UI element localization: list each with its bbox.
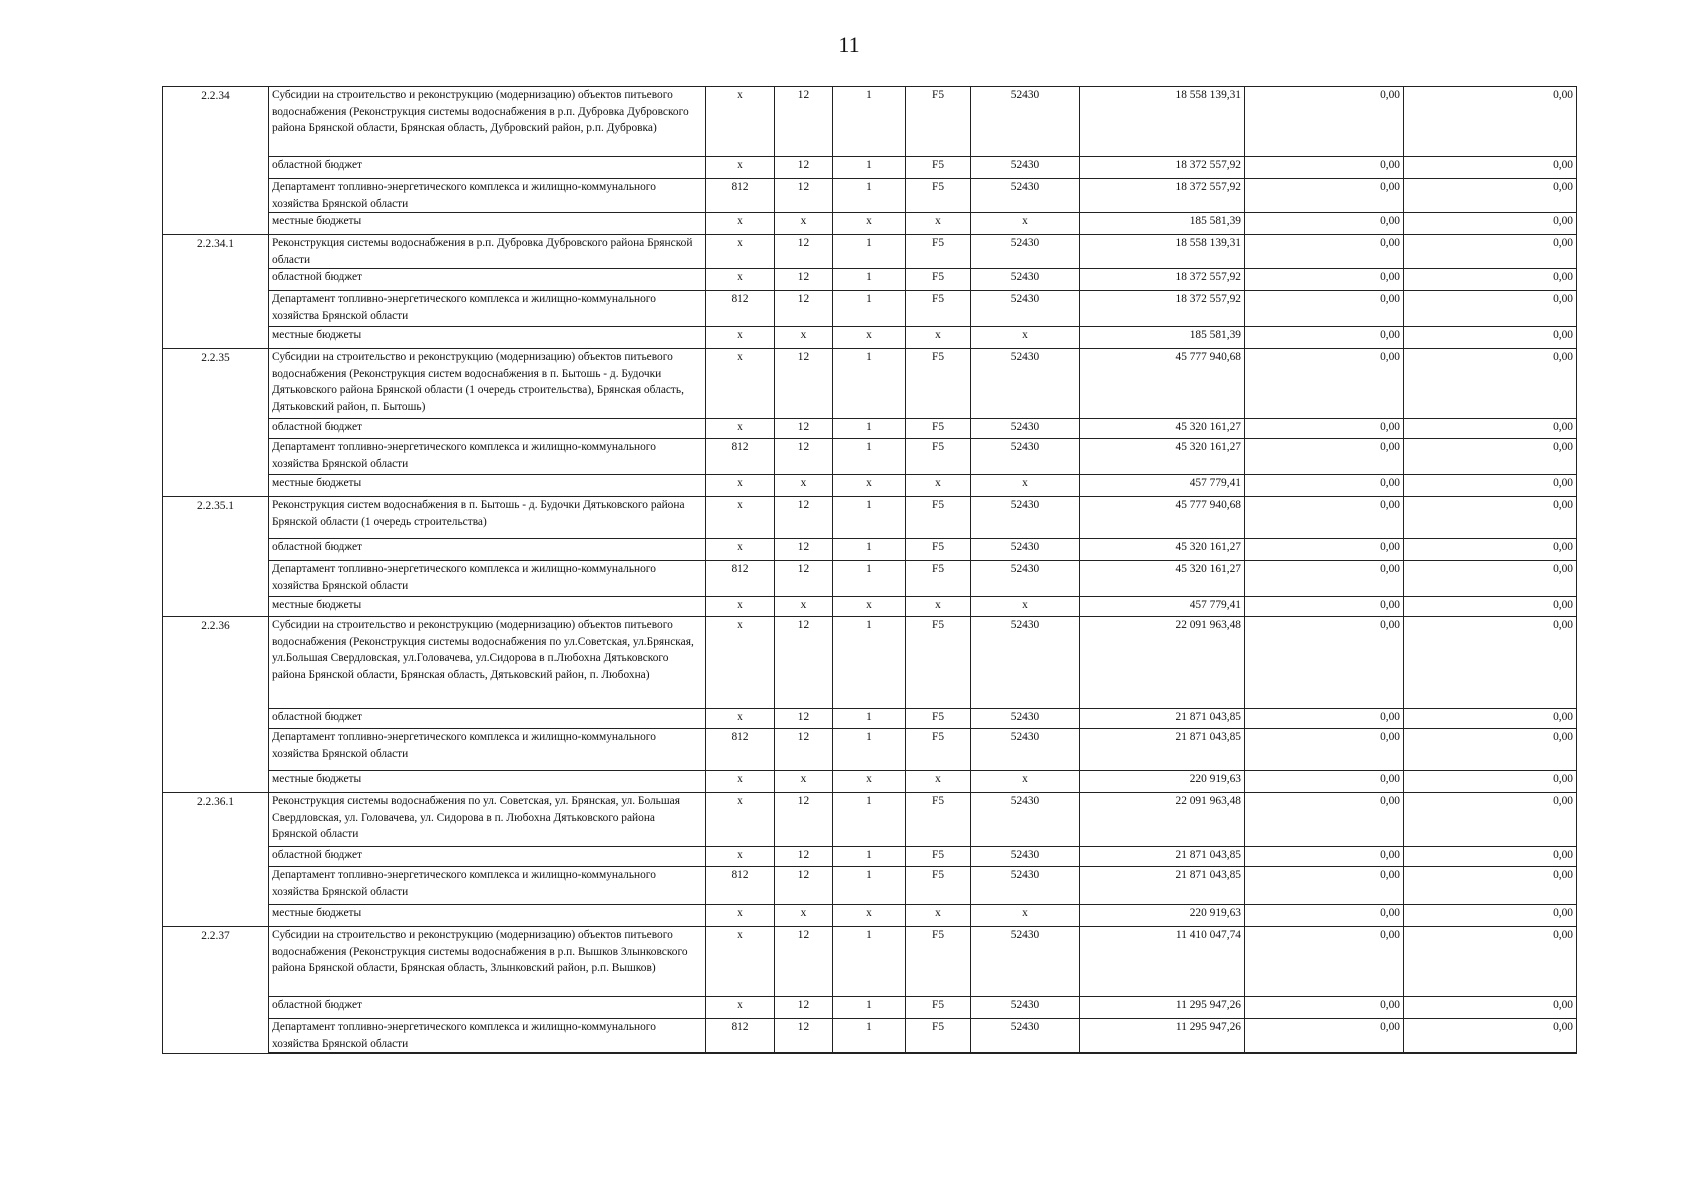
- item-description: областной бюджет: [269, 157, 706, 179]
- cell-c4: F5: [906, 439, 971, 475]
- table-row: [163, 709, 1577, 729]
- cell-c5: 52430: [971, 87, 1080, 157]
- cell-v3: 0,00: [1404, 997, 1577, 1019]
- item-description: местные бюджеты: [269, 327, 706, 349]
- cell-v2: 0,00: [1245, 419, 1404, 439]
- item-description: Департамент топливно-энергетического комплекса и жилищно-коммунального хозяйства Брянской области: [269, 561, 706, 597]
- cell-c1: 812: [706, 179, 775, 213]
- item-description: областной бюджет: [269, 419, 706, 439]
- table-row: [163, 997, 1577, 1019]
- cell-v3: 0,00: [1404, 439, 1577, 475]
- item-description: Департамент топливно-энергетического комплекса и жилищно-коммунального хозяйства Брянской области: [269, 439, 706, 475]
- item-number: 2.2.36.1: [163, 793, 269, 927]
- table-row: [163, 235, 1577, 269]
- cell-c1: x: [706, 213, 775, 235]
- cell-c2: 12: [775, 997, 833, 1019]
- cell-c5: 52430: [971, 997, 1080, 1019]
- cell-c5: 52430: [971, 729, 1080, 771]
- cell-v1: 18 372 557,92: [1080, 157, 1245, 179]
- cell-v1: 220 919,63: [1080, 905, 1245, 927]
- cell-c3: x: [833, 213, 906, 235]
- cell-c5: x: [971, 771, 1080, 793]
- cell-c1: 812: [706, 439, 775, 475]
- cell-c1: x: [706, 87, 775, 157]
- cell-v1: 22 091 963,48: [1080, 793, 1245, 847]
- cell-c2: 12: [775, 617, 833, 709]
- item-description: местные бюджеты: [269, 475, 706, 497]
- cell-v3: 0,00: [1404, 847, 1577, 867]
- item-description: Субсидии на строительство и реконструкцию (модернизацию) объектов питьевого водоснабжения (Реконструкция системы водоснабжения по ул.Советская, ул.Брянская, ул.Большая Свердловская, ул.Головачева, ул.Сидорова в п.Любохна Дятьковского района Брянской области, Брянская область, Дятьковский район, п. Любохна): [269, 617, 706, 709]
- cell-v2: 0,00: [1245, 771, 1404, 793]
- cell-v1: 21 871 043,85: [1080, 847, 1245, 867]
- cell-c1: x: [706, 235, 775, 269]
- table-row: [163, 87, 1577, 157]
- cell-c3: 1: [833, 927, 906, 997]
- cell-c2: x: [775, 597, 833, 617]
- cell-c3: 1: [833, 729, 906, 771]
- cell-v2: 0,00: [1245, 793, 1404, 847]
- cell-v3: 0,00: [1404, 235, 1577, 269]
- cell-c1: x: [706, 269, 775, 291]
- cell-v3: 0,00: [1404, 419, 1577, 439]
- cell-c5: x: [971, 213, 1080, 235]
- table-row: [163, 793, 1577, 847]
- cell-c1: x: [706, 905, 775, 927]
- table-row: [163, 729, 1577, 771]
- cell-c3: 1: [833, 497, 906, 539]
- table-row: [163, 157, 1577, 179]
- cell-c4: F5: [906, 497, 971, 539]
- cell-v3: 0,00: [1404, 1019, 1577, 1054]
- table-row: [163, 291, 1577, 327]
- cell-v1: 22 091 963,48: [1080, 617, 1245, 709]
- cell-v3: 0,00: [1404, 867, 1577, 905]
- item-description: областной бюджет: [269, 997, 706, 1019]
- cell-v1: 18 558 139,31: [1080, 235, 1245, 269]
- cell-c4: F5: [906, 235, 971, 269]
- cell-c2: 12: [775, 157, 833, 179]
- cell-c1: x: [706, 497, 775, 539]
- cell-v2: 0,00: [1245, 729, 1404, 771]
- cell-c2: 12: [775, 729, 833, 771]
- cell-v3: 0,00: [1404, 561, 1577, 597]
- cell-v1: 185 581,39: [1080, 213, 1245, 235]
- cell-c3: 1: [833, 617, 906, 709]
- cell-c4: x: [906, 475, 971, 497]
- cell-c5: x: [971, 475, 1080, 497]
- item-number: 2.2.36: [163, 617, 269, 793]
- cell-c3: 1: [833, 419, 906, 439]
- cell-v3: 0,00: [1404, 597, 1577, 617]
- item-description: местные бюджеты: [269, 771, 706, 793]
- cell-v2: 0,00: [1245, 709, 1404, 729]
- cell-c2: 12: [775, 793, 833, 847]
- cell-c1: x: [706, 157, 775, 179]
- cell-c2: 12: [775, 179, 833, 213]
- cell-c2: 12: [775, 847, 833, 867]
- table-row: [163, 539, 1577, 561]
- cell-c1: x: [706, 709, 775, 729]
- item-description: Реконструкция системы водоснабжения в р.п. Дубровка Дубровского района Брянской области: [269, 235, 706, 269]
- cell-c1: x: [706, 327, 775, 349]
- cell-v3: 0,00: [1404, 793, 1577, 847]
- table-row: [163, 771, 1577, 793]
- table-row: [163, 497, 1577, 539]
- cell-c1: x: [706, 847, 775, 867]
- item-number: 2.2.34.1: [163, 235, 269, 349]
- cell-c5: 52430: [971, 561, 1080, 597]
- cell-c5: x: [971, 905, 1080, 927]
- cell-v1: 21 871 043,85: [1080, 709, 1245, 729]
- cell-c5: 52430: [971, 291, 1080, 327]
- cell-v2: 0,00: [1245, 561, 1404, 597]
- table-row: [163, 269, 1577, 291]
- cell-v2: 0,00: [1245, 475, 1404, 497]
- item-description: областной бюджет: [269, 269, 706, 291]
- cell-c1: 812: [706, 561, 775, 597]
- cell-v1: 457 779,41: [1080, 475, 1245, 497]
- item-description: Субсидии на строительство и реконструкцию (модернизацию) объектов питьевого водоснабжения (Реконструкция системы водоснабжения в р.п. Вышков Злынковского района Брянской области, Брянская область, Злынковский район, р.п. Вышков): [269, 927, 706, 997]
- cell-c2: 12: [775, 539, 833, 561]
- cell-c3: 1: [833, 439, 906, 475]
- item-description: Субсидии на строительство и реконструкцию (модернизацию) объектов питьевого водоснабжения (Реконструкция системы водоснабжения в р.п. Дубровка Дубровского района Брянской области, Брянская область, Дубровский район, р.п. Дубровка): [269, 87, 706, 157]
- cell-v1: 45 320 161,27: [1080, 439, 1245, 475]
- cell-v2: 0,00: [1245, 235, 1404, 269]
- cell-v2: 0,00: [1245, 327, 1404, 349]
- cell-c3: 1: [833, 1019, 906, 1054]
- cell-c2: x: [775, 213, 833, 235]
- cell-c3: x: [833, 327, 906, 349]
- cell-c4: F5: [906, 87, 971, 157]
- cell-c4: F5: [906, 793, 971, 847]
- cell-c3: 1: [833, 349, 906, 419]
- table-row: [163, 847, 1577, 867]
- cell-c4: F5: [906, 847, 971, 867]
- cell-c4: F5: [906, 419, 971, 439]
- cell-c3: 1: [833, 87, 906, 157]
- table-row: [163, 327, 1577, 349]
- item-description: областной бюджет: [269, 709, 706, 729]
- cell-c4: x: [906, 597, 971, 617]
- cell-c1: x: [706, 771, 775, 793]
- cell-v3: 0,00: [1404, 927, 1577, 997]
- cell-c3: 1: [833, 997, 906, 1019]
- cell-v2: 0,00: [1245, 539, 1404, 561]
- cell-c5: x: [971, 597, 1080, 617]
- cell-c4: x: [906, 905, 971, 927]
- cell-c1: x: [706, 793, 775, 847]
- item-number: 2.2.34: [163, 87, 269, 235]
- cell-c3: 1: [833, 561, 906, 597]
- cell-c4: F5: [906, 1019, 971, 1054]
- cell-c1: x: [706, 475, 775, 497]
- cell-c1: x: [706, 419, 775, 439]
- cell-v2: 0,00: [1245, 997, 1404, 1019]
- cell-c1: 812: [706, 867, 775, 905]
- cell-v2: 0,00: [1245, 927, 1404, 997]
- cell-c3: 1: [833, 709, 906, 729]
- table-row: [163, 597, 1577, 617]
- cell-c2: 12: [775, 561, 833, 597]
- cell-c2: 12: [775, 709, 833, 729]
- cell-c3: 1: [833, 867, 906, 905]
- table-row: [163, 905, 1577, 927]
- cell-c4: F5: [906, 179, 971, 213]
- cell-c2: 12: [775, 419, 833, 439]
- table-row: [163, 867, 1577, 905]
- cell-c5: 52430: [971, 419, 1080, 439]
- cell-c2: 12: [775, 291, 833, 327]
- cell-c4: F5: [906, 617, 971, 709]
- cell-c4: F5: [906, 539, 971, 561]
- cell-v3: 0,00: [1404, 157, 1577, 179]
- cell-v3: 0,00: [1404, 497, 1577, 539]
- cell-c2: 12: [775, 87, 833, 157]
- cell-c4: F5: [906, 997, 971, 1019]
- cell-v2: 0,00: [1245, 87, 1404, 157]
- cell-c4: F5: [906, 561, 971, 597]
- cell-v1: 45 320 161,27: [1080, 539, 1245, 561]
- cell-v3: 0,00: [1404, 349, 1577, 419]
- cell-c1: x: [706, 997, 775, 1019]
- cell-c3: 1: [833, 179, 906, 213]
- cell-v2: 0,00: [1245, 867, 1404, 905]
- cell-v2: 0,00: [1245, 269, 1404, 291]
- cell-c4: F5: [906, 269, 971, 291]
- cell-c1: 812: [706, 1019, 775, 1054]
- cell-c2: x: [775, 327, 833, 349]
- cell-c4: F5: [906, 349, 971, 419]
- cell-c1: x: [706, 539, 775, 561]
- cell-v1: 21 871 043,85: [1080, 729, 1245, 771]
- item-description: Реконструкция системы водоснабжения по ул. Советская, ул. Брянская, ул. Большая Свердловская, ул. Головачева, ул. Сидорова в п. Любохна Дятьковского района Брянской области: [269, 793, 706, 847]
- cell-v3: 0,00: [1404, 729, 1577, 771]
- page-number: 11: [838, 32, 860, 57]
- cell-c5: 52430: [971, 617, 1080, 709]
- cell-v3: 0,00: [1404, 179, 1577, 213]
- cell-v2: 0,00: [1245, 349, 1404, 419]
- cell-v1: 11 295 947,26: [1080, 997, 1245, 1019]
- cell-v2: 0,00: [1245, 617, 1404, 709]
- cell-c2: x: [775, 771, 833, 793]
- cell-v2: 0,00: [1245, 1019, 1404, 1054]
- item-number: 2.2.35: [163, 349, 269, 497]
- item-description: Департамент топливно-энергетического комплекса и жилищно-коммунального хозяйства Брянской области: [269, 729, 706, 771]
- cell-v2: 0,00: [1245, 179, 1404, 213]
- cell-v3: 0,00: [1404, 87, 1577, 157]
- cell-c5: 52430: [971, 539, 1080, 561]
- cell-v1: 21 871 043,85: [1080, 867, 1245, 905]
- cell-c2: 12: [775, 269, 833, 291]
- cell-c3: 1: [833, 291, 906, 327]
- cell-v3: 0,00: [1404, 291, 1577, 327]
- table-row: [163, 617, 1577, 709]
- table-row: [163, 349, 1577, 419]
- table-row: [163, 213, 1577, 235]
- table-row: [163, 561, 1577, 597]
- cell-c5: x: [971, 327, 1080, 349]
- cell-v1: 18 372 557,92: [1080, 179, 1245, 213]
- cell-c3: x: [833, 905, 906, 927]
- table-row: [163, 179, 1577, 213]
- cell-c4: x: [906, 771, 971, 793]
- cell-c3: x: [833, 597, 906, 617]
- cell-v1: 11 295 947,26: [1080, 1019, 1245, 1054]
- cell-c4: F5: [906, 709, 971, 729]
- cell-c1: x: [706, 597, 775, 617]
- cell-v3: 0,00: [1404, 269, 1577, 291]
- cell-c5: 52430: [971, 1019, 1080, 1054]
- cell-c4: x: [906, 327, 971, 349]
- cell-c5: 52430: [971, 927, 1080, 997]
- cell-c3: 1: [833, 539, 906, 561]
- item-description: Субсидии на строительство и реконструкцию (модернизацию) объектов питьевого водоснабжения (Реконструкция систем водоснабжения в п. Бытошь - д. Будочки Дятьковского района Брянской области (1 очередь строительства), Брянская область, Дятьковский район, п. Бытошь): [269, 349, 706, 419]
- item-description: областной бюджет: [269, 847, 706, 867]
- cell-c2: 12: [775, 1019, 833, 1054]
- cell-c4: F5: [906, 291, 971, 327]
- item-number: 2.2.37: [163, 927, 269, 1054]
- item-description: местные бюджеты: [269, 213, 706, 235]
- cell-c3: 1: [833, 235, 906, 269]
- cell-v2: 0,00: [1245, 597, 1404, 617]
- cell-c5: 52430: [971, 709, 1080, 729]
- cell-v3: 0,00: [1404, 213, 1577, 235]
- cell-c3: 1: [833, 157, 906, 179]
- cell-v1: 45 777 940,68: [1080, 497, 1245, 539]
- item-description: местные бюджеты: [269, 597, 706, 617]
- cell-v2: 0,00: [1245, 497, 1404, 539]
- cell-v3: 0,00: [1404, 475, 1577, 497]
- cell-v1: 18 372 557,92: [1080, 269, 1245, 291]
- cell-c4: x: [906, 213, 971, 235]
- cell-c4: F5: [906, 927, 971, 997]
- item-number: 2.2.35.1: [163, 497, 269, 617]
- table-row: [163, 1019, 1577, 1054]
- cell-c2: x: [775, 475, 833, 497]
- cell-c5: 52430: [971, 793, 1080, 847]
- cell-c3: x: [833, 771, 906, 793]
- cell-c5: 52430: [971, 269, 1080, 291]
- cell-c2: 12: [775, 349, 833, 419]
- cell-c1: 812: [706, 291, 775, 327]
- cell-c1: 812: [706, 729, 775, 771]
- cell-v3: 0,00: [1404, 905, 1577, 927]
- cell-c2: 12: [775, 235, 833, 269]
- cell-c2: x: [775, 905, 833, 927]
- cell-v1: 11 410 047,74: [1080, 927, 1245, 997]
- cell-c5: 52430: [971, 847, 1080, 867]
- cell-c5: 52430: [971, 235, 1080, 269]
- table-row: [163, 927, 1577, 997]
- cell-v2: 0,00: [1245, 905, 1404, 927]
- cell-v3: 0,00: [1404, 771, 1577, 793]
- cell-c5: 52430: [971, 867, 1080, 905]
- table-row: [163, 439, 1577, 475]
- cell-c2: 12: [775, 497, 833, 539]
- cell-c3: x: [833, 475, 906, 497]
- cell-v3: 0,00: [1404, 617, 1577, 709]
- cell-c2: 12: [775, 867, 833, 905]
- item-description: Департамент топливно-энергетического комплекса и жилищно-коммунального хозяйства Брянской области: [269, 1019, 706, 1054]
- cell-c2: 12: [775, 927, 833, 997]
- item-description: Департамент топливно-энергетического комплекса и жилищно-коммунального хозяйства Брянской области: [269, 867, 706, 905]
- item-description: Реконструкция систем водоснабжения в п. Бытошь - д. Будочки Дятьковского района Брянской области (1 очередь строительства): [269, 497, 706, 539]
- cell-v1: 18 372 557,92: [1080, 291, 1245, 327]
- cell-c3: 1: [833, 269, 906, 291]
- cell-c5: 52430: [971, 179, 1080, 213]
- cell-c4: F5: [906, 729, 971, 771]
- item-description: областной бюджет: [269, 539, 706, 561]
- cell-v2: 0,00: [1245, 157, 1404, 179]
- cell-v1: 185 581,39: [1080, 327, 1245, 349]
- cell-c4: F5: [906, 867, 971, 905]
- table-row: [163, 419, 1577, 439]
- cell-c5: 52430: [971, 349, 1080, 419]
- cell-v3: 0,00: [1404, 539, 1577, 561]
- cell-c2: 12: [775, 439, 833, 475]
- cell-v2: 0,00: [1245, 847, 1404, 867]
- cell-v1: 45 777 940,68: [1080, 349, 1245, 419]
- cell-v1: 45 320 161,27: [1080, 419, 1245, 439]
- cell-c5: 52430: [971, 157, 1080, 179]
- cell-v1: 45 320 161,27: [1080, 561, 1245, 597]
- cell-c1: x: [706, 617, 775, 709]
- item-description: Департамент топливно-энергетического комплекса и жилищно-коммунального хозяйства Брянской области: [269, 179, 706, 213]
- cell-v3: 0,00: [1404, 327, 1577, 349]
- cell-c5: 52430: [971, 439, 1080, 475]
- cell-c1: x: [706, 349, 775, 419]
- cell-v1: 457 779,41: [1080, 597, 1245, 617]
- cell-v2: 0,00: [1245, 439, 1404, 475]
- item-description: Департамент топливно-энергетического комплекса и жилищно-коммунального хозяйства Брянской области: [269, 291, 706, 327]
- cell-c5: 52430: [971, 497, 1080, 539]
- budget-table: [162, 86, 1577, 1054]
- cell-c4: F5: [906, 157, 971, 179]
- cell-v2: 0,00: [1245, 291, 1404, 327]
- cell-c1: x: [706, 927, 775, 997]
- cell-v1: 220 919,63: [1080, 771, 1245, 793]
- item-description: местные бюджеты: [269, 905, 706, 927]
- cell-v2: 0,00: [1245, 213, 1404, 235]
- table-row: [163, 475, 1577, 497]
- cell-v3: 0,00: [1404, 709, 1577, 729]
- cell-v1: 18 558 139,31: [1080, 87, 1245, 157]
- cell-c3: 1: [833, 793, 906, 847]
- cell-c3: 1: [833, 847, 906, 867]
